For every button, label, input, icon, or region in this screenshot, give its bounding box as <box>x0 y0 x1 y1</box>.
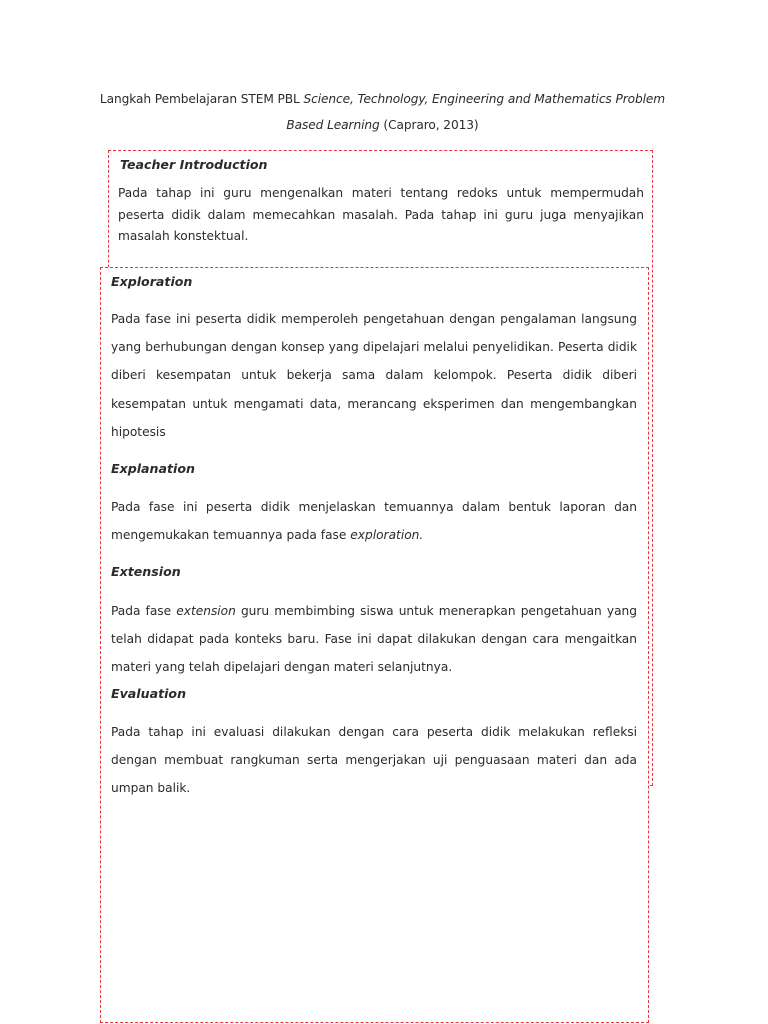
exploration-text: Pada fase ini peserta didik memperoleh pengetahuan dengan pengalaman langsung yang berhubungan dengan konsep yang dipelajari melalui penyelidikan. Peserta didik diberi kesempatan untuk bekerja sama dalam kelompok. Peserta didik diberi kesempatan untuk mengamati data, merancang eksperimen dan mengembangkan hipotesis <box>111 312 637 439</box>
heading-prefix: Langkah Pembelajaran STEM PBL <box>99 92 304 106</box>
exploration-title: Exploration <box>111 274 193 289</box>
explanation-text-italic: exploration. <box>350 528 424 543</box>
explanation-text <box>111 493 637 549</box>
heading-italic: Science, Technology, Engineering and Mathematics Problem Based Learning <box>286 92 666 132</box>
explanation-title: Explanation <box>111 461 195 476</box>
page-heading <box>95 86 670 138</box>
extension-text-start: Pada fase <box>111 604 177 618</box>
teacher-introduction-title: Teacher Introduction <box>120 157 268 172</box>
explanation-text-main: Pada fase ini peserta didik menjelaskan temuannya dalam bentuk laporan dan mengemukakan temuannya pada fase <box>111 500 637 543</box>
heading-suffix: (Capraro, 2013) <box>379 118 479 132</box>
evaluation-text: Pada tahap ini evaluasi dilakukan dengan cara peserta didik melakukan refleksi dengan membuat rangkuman serta mengerjakan uji penguasaan materi dan ada umpan balik. <box>111 725 637 796</box>
teacher-introduction-text: Pada tahap ini guru mengenalkan materi tentang redoks untuk mempermudah peserta didik dalam memecahkan masalah. Pada tahap ini guru juga menyajikan masalah konstektual. <box>118 186 644 243</box>
extension-text-italic: extension <box>176 604 236 618</box>
extension-text-rest: guru membimbing siswa untuk menerapkan pengetahuan yang telah didapat pada konteks baru. Fase ini dapat dilakukan dengan cara mengaitkan materi yang telah dipelajari dengan materi selanjutnya. <box>111 604 637 675</box>
extension-title: Extension <box>111 564 181 579</box>
evaluation-title: Evaluation <box>111 686 187 701</box>
extension-text <box>111 597 637 682</box>
